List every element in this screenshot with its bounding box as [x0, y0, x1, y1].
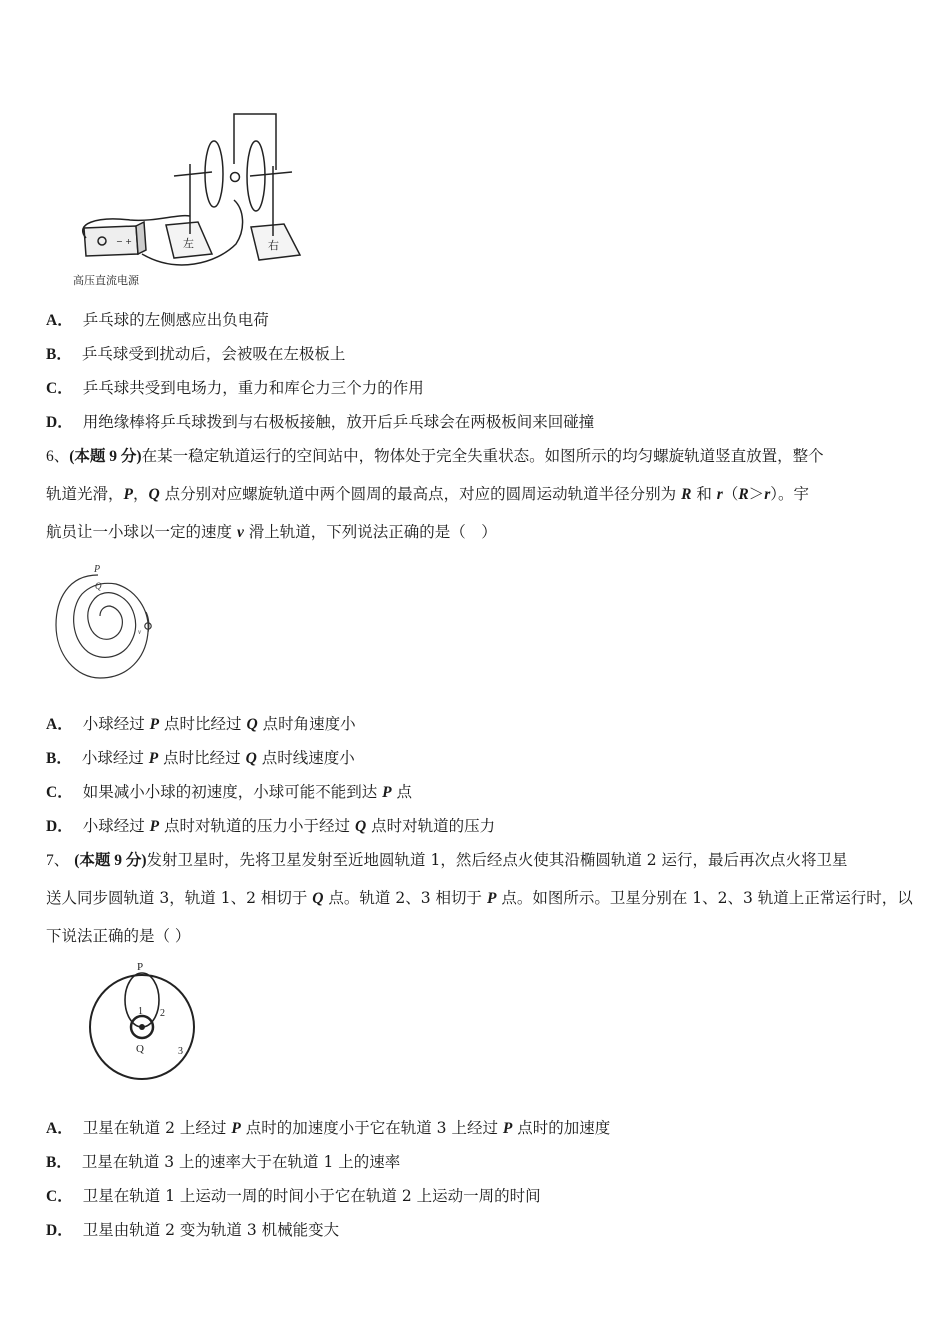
q5-option-c [46, 378, 424, 399]
stem-text: 点。轨道 2、3 相切于 [323, 889, 487, 907]
q7-option-a [46, 1118, 610, 1139]
plate-right-label: 右 [268, 239, 279, 252]
var-r-big: R [738, 486, 749, 503]
q7-stem-line2 [46, 888, 913, 909]
option-text: 乒乓球的左侧感应出负电荷 [82, 311, 269, 329]
orbit-label-p: P [137, 961, 144, 973]
option-text: 点时的加速度小于它在轨道 3 上经过 [240, 1119, 503, 1137]
var-p: P [231, 1120, 241, 1137]
stem-text: ， [132, 485, 149, 503]
q6-option-b [46, 748, 355, 769]
q6-option-a [46, 714, 356, 735]
var-p: P [149, 716, 160, 733]
spiral-label-p: P [94, 564, 101, 575]
stem-text: 轨道光滑， [46, 485, 124, 503]
option-text: 卫星在轨道 3 上的速率大于在轨道 1 上的速率 [81, 1153, 401, 1171]
option-text: 点时对轨道的压力 [366, 817, 496, 835]
q7-option-b [46, 1152, 400, 1173]
option-letter: D． [46, 1222, 73, 1239]
question-points: (本题 9 分) [74, 852, 147, 869]
stem-text: 送人同步圆轨道 3，轨道 1、2 相切于 [46, 889, 313, 907]
stem-text: （ [722, 485, 739, 503]
option-text: 如果减小小球的初速度，小球可能不能到达 [82, 783, 383, 801]
q6-option-c [46, 782, 412, 803]
option-text: 卫星在轨道 2 上经过 [82, 1119, 232, 1137]
option-letter: C． [46, 380, 73, 397]
option-letter: A． [46, 312, 73, 329]
q7-option-c [46, 1186, 541, 1207]
var-p: P [148, 750, 159, 767]
option-text: 点时的加速度 [512, 1119, 611, 1137]
var-r-small: r [716, 486, 723, 503]
q6-stem-line3 [46, 522, 497, 543]
question-number: 6、 [46, 448, 70, 465]
option-letter: A． [46, 1120, 73, 1137]
q6-stem-line1 [46, 446, 824, 467]
var-p: P [502, 1120, 513, 1137]
option-letter: D． [46, 414, 73, 431]
var-r-small: r [764, 486, 771, 503]
figure1-caption: 高压直流电源 [73, 274, 139, 287]
stem-text: 在某一稳定轨道运行的空间站中，物体处于完全失重状态。如图所示的均匀螺旋轨道竖直放置，整个 [141, 447, 824, 465]
stem-text: 滑上轨道，下列说法正确的是（ ） [243, 523, 497, 541]
q7-stem-line3 [46, 926, 190, 946]
option-letter: C． [46, 1188, 73, 1205]
option-text: 点时比经过 [158, 749, 246, 767]
option-text: 卫星由轨道 2 变为轨道 3 机械能变大 [82, 1221, 340, 1239]
svg-text:− +: − + [116, 237, 132, 246]
option-letter: D． [46, 818, 73, 835]
q7-option-d [46, 1220, 339, 1241]
stem-text: 下说法正确的是（ ） [46, 927, 191, 945]
q5-option-a [46, 310, 269, 331]
option-text: 小球经过 [81, 749, 149, 767]
q7-stem-line1 [46, 850, 848, 871]
q5-option-b [46, 344, 345, 365]
figure-ping-pong-apparatus [66, 104, 316, 294]
spiral-label-v: v [138, 628, 142, 636]
var-p: P [149, 818, 160, 835]
var-v: v [236, 524, 244, 541]
option-text: 点时比经过 [159, 715, 247, 733]
spiral-label-q: Q [95, 581, 102, 591]
q6-option-d [46, 816, 495, 837]
option-letter: A． [46, 716, 73, 733]
orbit-label-2: 2 [160, 1008, 165, 1019]
option-text: 卫星在轨道 1 上运动一周的时间小于它在轨道 2 上运动一周的时间 [82, 1187, 541, 1205]
var-q: Q [245, 750, 257, 767]
option-text: 小球经过 [82, 817, 150, 835]
var-p: P [123, 486, 133, 503]
option-letter: C． [46, 784, 73, 801]
var-q: Q [148, 486, 160, 503]
option-letter: B． [46, 750, 72, 767]
option-text: 小球经过 [82, 715, 150, 733]
stem-text: 发射卫星时，先将卫星发射至近地圆轨道 1，然后经点火使其沿椭圆轨道 2 运行，最后再次点火将卫星 [146, 851, 848, 869]
orbit-label-3: 3 [178, 1046, 183, 1057]
option-text: 乒乓球共受到电场力，重力和库仑力三个力的作用 [82, 379, 424, 397]
option-text: 点时角速度小 [257, 715, 356, 733]
option-letter: B． [46, 346, 72, 363]
stem-text: 和 [691, 485, 717, 503]
q6-stem-line2 [46, 484, 809, 505]
orbit-label-1: 1 [138, 1006, 143, 1017]
question-points: (本题 9 分) [69, 448, 142, 465]
stem-text: 点分别对应螺旋轨道中两个圆周的最高点，对应的圆周运动轨道半径分别为 [159, 485, 682, 503]
var-q: Q [246, 716, 258, 733]
stem-text: 点。如图所示。卫星分别在 1、2、3 轨道上正常运行时，以 [496, 889, 913, 907]
figure-spiral-track [50, 560, 170, 690]
var-q: Q [354, 818, 367, 835]
var-p: P [382, 784, 392, 801]
option-text: 点时对轨道的压力小于经过 [159, 817, 355, 835]
stem-text: 航员让一小球以一定的速度 [46, 523, 237, 541]
option-text: 用绝缘棒将乒乓球拨到与右极板接触，放开后乒乓球会在两极板间来回碰撞 [82, 413, 595, 431]
question-number: 7、 [46, 852, 70, 869]
option-text: 点 [391, 783, 413, 801]
var-r-big: R [681, 486, 692, 503]
var-p: P [486, 890, 497, 907]
q5-option-d [46, 412, 594, 433]
option-text: 乒乓球受到扰动后，会被吸在左极板上 [81, 345, 346, 363]
stem-text: ）。宇 [770, 485, 809, 503]
stem-text: ＞ [748, 485, 765, 503]
figure-orbits [84, 956, 204, 1086]
option-letter: B． [46, 1154, 72, 1171]
orbit-label-q: Q [136, 1043, 144, 1055]
var-q: Q [312, 890, 324, 907]
option-text: 点时线速度小 [256, 749, 355, 767]
plate-left-label: 左 [183, 237, 194, 250]
